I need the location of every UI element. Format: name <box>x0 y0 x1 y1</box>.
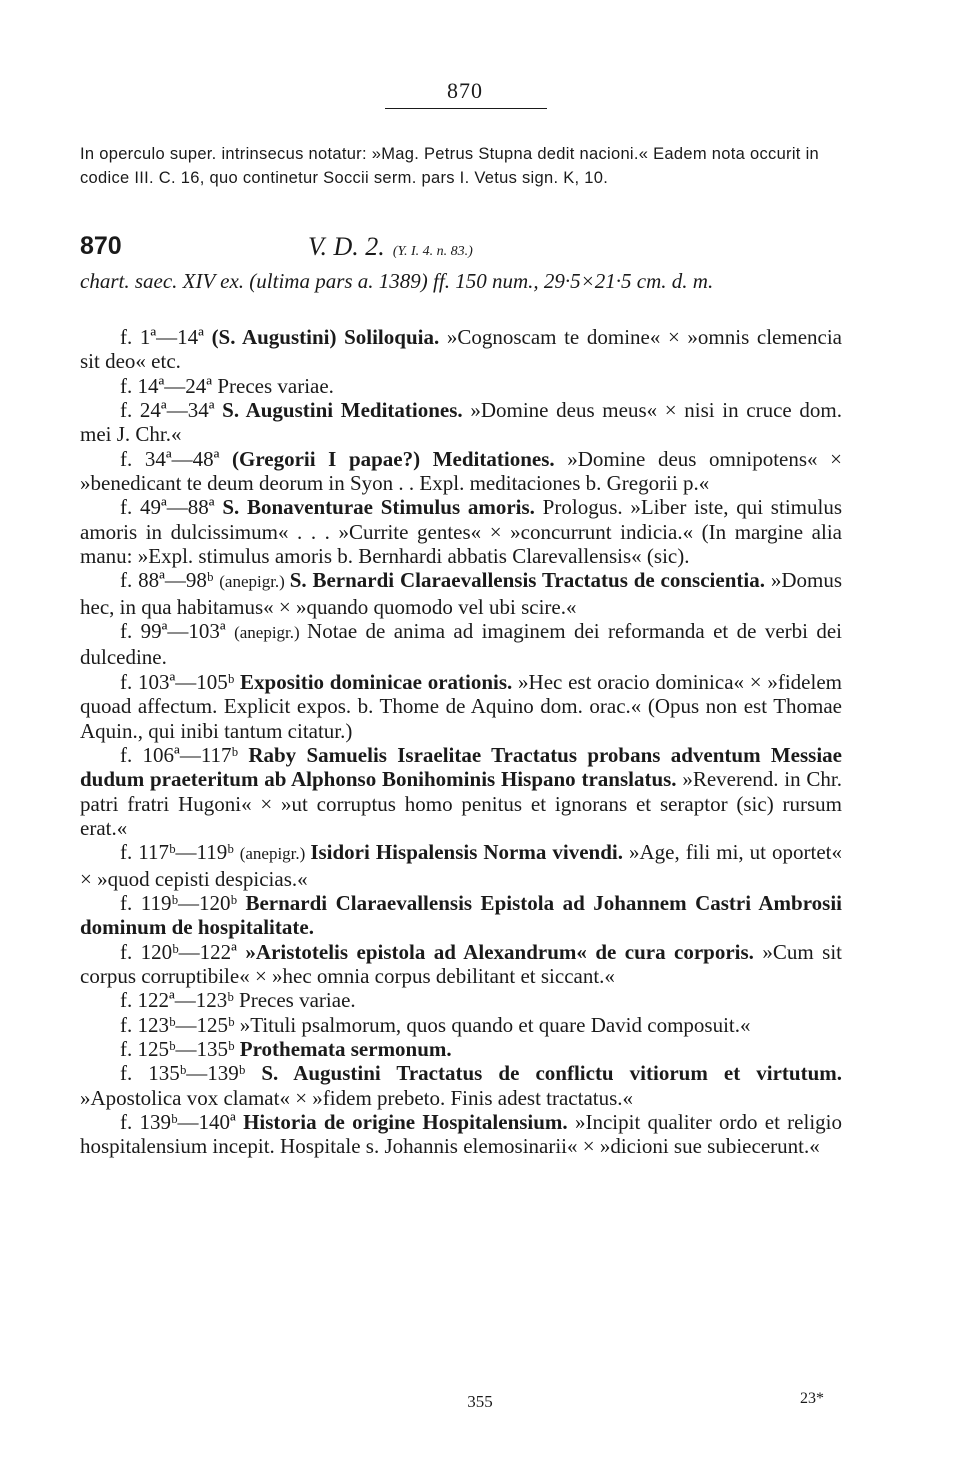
entry-bold: (Gregorii I papae?) Meditationes. <box>232 446 555 471</box>
entry-pre: f. 99ª—103ª <box>120 619 235 644</box>
entry-bold: Isidori Hispalensis Norma vivendi. <box>310 840 623 865</box>
entry-small: (anepigr.) <box>239 844 311 864</box>
contents-entry <box>80 1110 842 1159</box>
entry-post: Notae de anima ad imaginem dei reformanda et de verbi dei dulcedine. <box>80 619 842 670</box>
entry-post: »Cognoscam te domine« × »omnis clemencia sit deo« etc. <box>80 325 842 374</box>
contents-entry <box>80 840 842 891</box>
entry-post: »Domine deus meus« × nisi in cruce dom. mei J. Chr.« <box>80 398 842 447</box>
entry-post: »Incipit qualiter ordo et religio hospitalensium incepit. Hospitale s. Johannis elemosinarii« × »dicioni sue subiecerunt.« <box>80 1110 842 1159</box>
contents-entry <box>80 1061 842 1110</box>
entry-post: »Hec est oracio dominica« × »fidelem quoad affectum. Explicit expos. b. Thome de Aquino dom. orac.« (Opus non est Thomae Aquin., qui inibi tantum citatur.) <box>80 669 842 743</box>
contents-entry <box>80 495 842 568</box>
contents-entry <box>80 670 842 743</box>
contents-entry <box>80 325 842 374</box>
signature-text: V. D. 2. <box>308 232 385 261</box>
entry-bold: »Aristotelis epistola ad Alexandrum« de cura corporis. <box>245 939 754 964</box>
header-rule <box>385 108 547 109</box>
contents-entry <box>80 447 842 496</box>
entry-bold: S. Bonaventurae Stimulus amoris. <box>222 495 535 520</box>
entry-bold: Raby Samuelis Israelitae Tractatus probans adventum Messiae dudum praeteritum ab Alphonso Bonihominis Hispano translatus. <box>80 742 843 792</box>
entry-bold: (S. Augustini) Soliloquia. <box>211 325 440 349</box>
entry-pre: f. 49ª—88ª <box>120 495 223 520</box>
entry-post: »Age, fili mi, ut oportet« × »quod cepisti despicias.« <box>80 840 842 891</box>
entry-pre: f. 1ª—14ª <box>120 325 212 349</box>
entry-post: »Cum sit corpus corruptibile« × »hec omnia corpus debilitant et siccant.« <box>80 939 842 988</box>
intro-note: In operculo super. intrinsecus notatur: »Mag. Petrus Stupna dedit nacioni.« Eadem nota occurit in codice III. C. 16, quo continetur Soccii serm. pars I. Vetus sign. K, 10. <box>80 145 820 187</box>
sheet-number: 355 <box>467 1392 493 1411</box>
entry-pre: f. 122ª—123ᵇ Preces variae. <box>120 988 356 1013</box>
contents-entry <box>80 398 842 447</box>
contents-entry <box>80 1013 842 1037</box>
entry-bold: S. Augustini Tractatus de conflictu vitiorum et virtutum. <box>261 1061 843 1086</box>
contents-entry <box>80 940 842 989</box>
entry-bold: Expositio dominicae orationis. <box>240 669 513 694</box>
codex-description: chart. saec. XIV ex. (ultima pars a. 1389) ff. 150 num., 29·5×21·5 cm. d. m. <box>80 269 714 293</box>
entry-small: (anepigr.) <box>219 572 290 592</box>
codex-heading <box>80 228 850 268</box>
entry-pre: f. 117ᵇ—119ᵇ <box>120 840 240 865</box>
contents-entry <box>80 988 842 1012</box>
entry-bold: S. Augustini Meditationes. <box>222 398 463 423</box>
entry-post: »Domus hec, in qua habitamus« × »quando quomodo vel ubi scire.« <box>80 568 842 619</box>
contents-entry <box>80 568 842 619</box>
entry-bold: Historia de origine Hospitalensium. <box>243 1110 568 1134</box>
entry-pre: f. 123ᵇ—125ᵇ »Tituli psalmorum, quos quando et quare David composuit.« <box>120 1012 751 1037</box>
entry-pre: f. 24ª—34ª <box>120 398 223 423</box>
old-signature: (Y. I. 4. n. 83.) <box>392 244 473 259</box>
entry-pre: f. 88ª—98ᵇ <box>120 568 220 593</box>
entry-post: Prologus. »Liber iste, qui stimulus amoris in dulcissimum« . . . »Currite gentes« × »concurrunt indicia.« (In margine alia manu: »Expl. stimulus amoris b. Bernhardi abbatis Clarevallensis« (sic). <box>80 495 842 569</box>
entry-post: »Domine deus omnipotens« × »benedicant te deum deorum in Syon . . Expl. meditaciones b. Gregorii p.« <box>80 446 842 496</box>
contents-entry <box>80 374 842 398</box>
codex-signature <box>308 232 473 262</box>
entry-pre: f. 34ª—48ª <box>120 446 233 471</box>
entry-pre: f. 139ᵇ—140ª <box>120 1110 244 1134</box>
entry-small: (anepigr.) <box>234 623 308 643</box>
entry-bold: Prothemata sermonum. <box>239 1036 452 1061</box>
contents-list <box>80 325 842 1159</box>
entry-bold: Bernardi Claraevallensis Epistola ad Johannem Castri Ambrosii dominum de hospitalitate. <box>80 890 842 940</box>
entry-bold: S. Bernardi Claraevallensis Tractatus de conscientia. <box>289 568 765 593</box>
contents-entry <box>80 619 842 670</box>
page-number: 870 <box>447 78 483 103</box>
entry-post: »Reverend. in Chr. patri fratri Hugoni« × »ut corruptus homo penitus et ignorans et seraptor (sic) rursum erat.« <box>80 767 843 840</box>
contents-entry <box>80 743 842 840</box>
entry-pre: f. 120ᵇ—122ª <box>120 939 246 964</box>
codex-number: 870 <box>80 232 122 260</box>
entry-pre: f. 125ᵇ—135ᵇ <box>120 1036 240 1061</box>
contents-entry <box>80 891 842 940</box>
entry-pre: f. 135ᵇ—139ᵇ <box>120 1061 262 1086</box>
contents-entry <box>80 1037 842 1061</box>
entry-post: »Apostolica vox clamat« × »fidem prebeto. Finis adest tractatus.« <box>80 1085 634 1110</box>
signature-mark: 23* <box>800 1390 824 1407</box>
entry-pre: f. 103ª—105ᵇ <box>120 669 241 694</box>
entry-pre: f. 119ᵇ—120ᵇ <box>120 890 246 915</box>
entry-pre: f. 106ª—117ᵇ <box>120 742 249 767</box>
entry-pre: f. 14ª—24ª Preces variae. <box>120 373 334 398</box>
